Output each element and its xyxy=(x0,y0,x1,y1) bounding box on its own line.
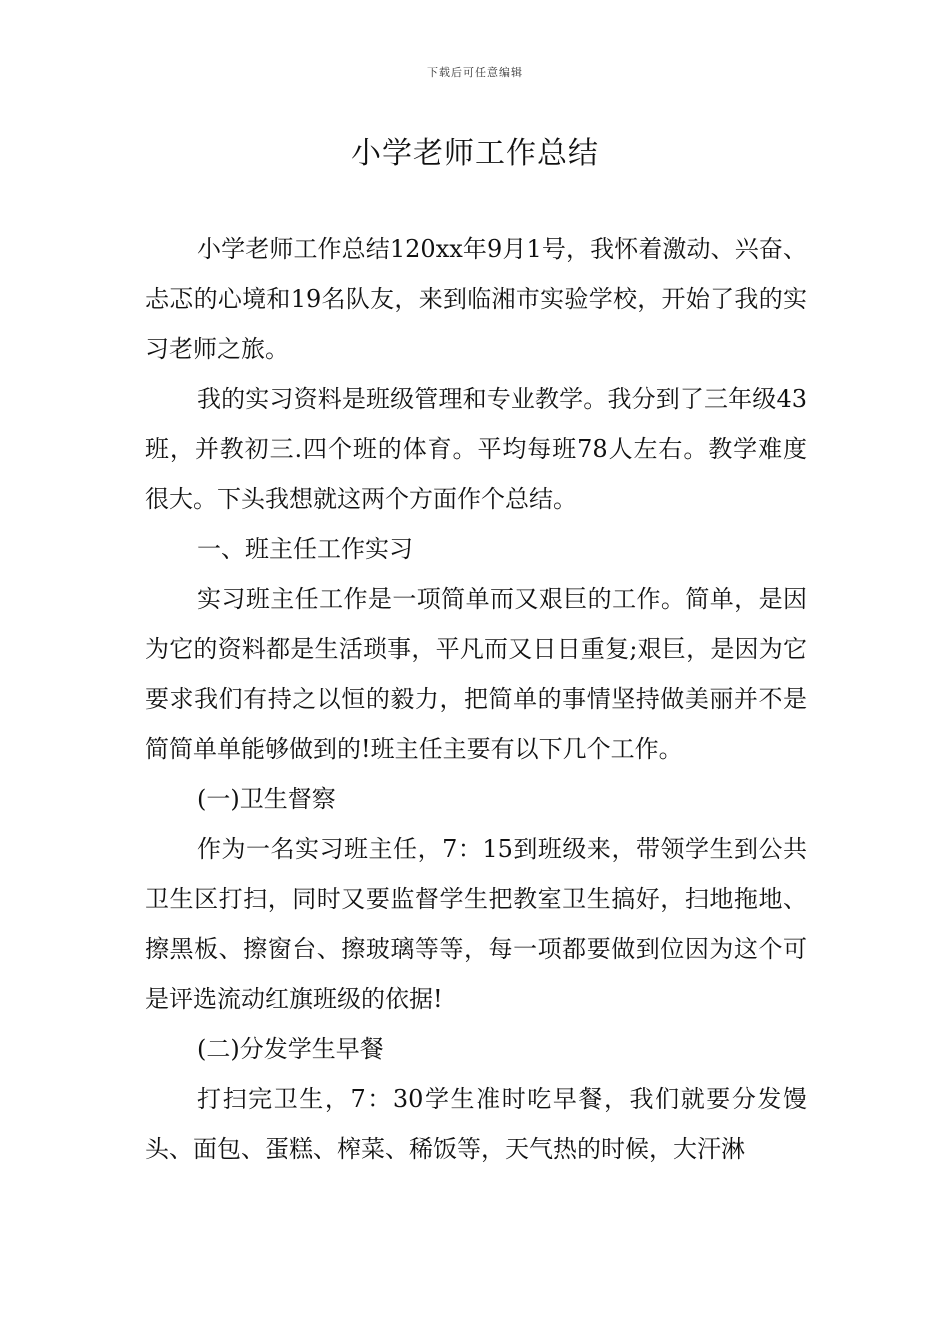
paragraph-breakfast: 打扫完卫生，7：30学生准时吃早餐，我们就要分发馒头、面包、蛋糕、榨菜、稀饭等，天气热的时候，大汗淋 xyxy=(145,1085,807,1163)
paragraph-content-overview: 我的实习资料是班级管理和专业教学。我分到了三年级43班，并教初三.四个班的体育。平均每班78人左右。教学难度很大。下头我想就这两个方面作个总结。 xyxy=(145,385,807,513)
page-header-note: 下载后可任意编辑 xyxy=(427,66,523,79)
paragraph-hygiene: 作为一名实习班主任，7：15到班级来，带领学生到公共卫生区打扫，同时又要监督学生把教室卫生搞好，扫地拖地、擦黑板、擦窗台、擦玻璃等等，每一项都要做到位因为这个可是评选流动红旗班级的依据! xyxy=(145,835,807,1013)
document-body xyxy=(145,224,807,1174)
paragraph-head-teacher-work: 实习班主任工作是一项简单而又艰巨的工作。简单，是因为它的资料都是生活琐事，平凡而又日日重复;艰巨，是因为它要求我们有持之以恒的毅力，把简单的事情坚持做美丽并不是简简单单能够做到的!班主任主要有以下几个工作。 xyxy=(145,585,807,763)
subheading-hygiene: (一)卫生督察 xyxy=(197,785,336,813)
section-heading-head-teacher: 一、班主任工作实习 xyxy=(197,535,413,563)
paragraph-intro: 小学老师工作总结120xx年9月1号，我怀着激动、兴奋、忐忑的心境和19名队友，来到临湘市实验学校，开始了我的实习老师之旅。 xyxy=(145,235,807,363)
subheading-breakfast: (二)分发学生早餐 xyxy=(197,1035,384,1063)
document-title: 小学老师工作总结 xyxy=(351,136,599,171)
